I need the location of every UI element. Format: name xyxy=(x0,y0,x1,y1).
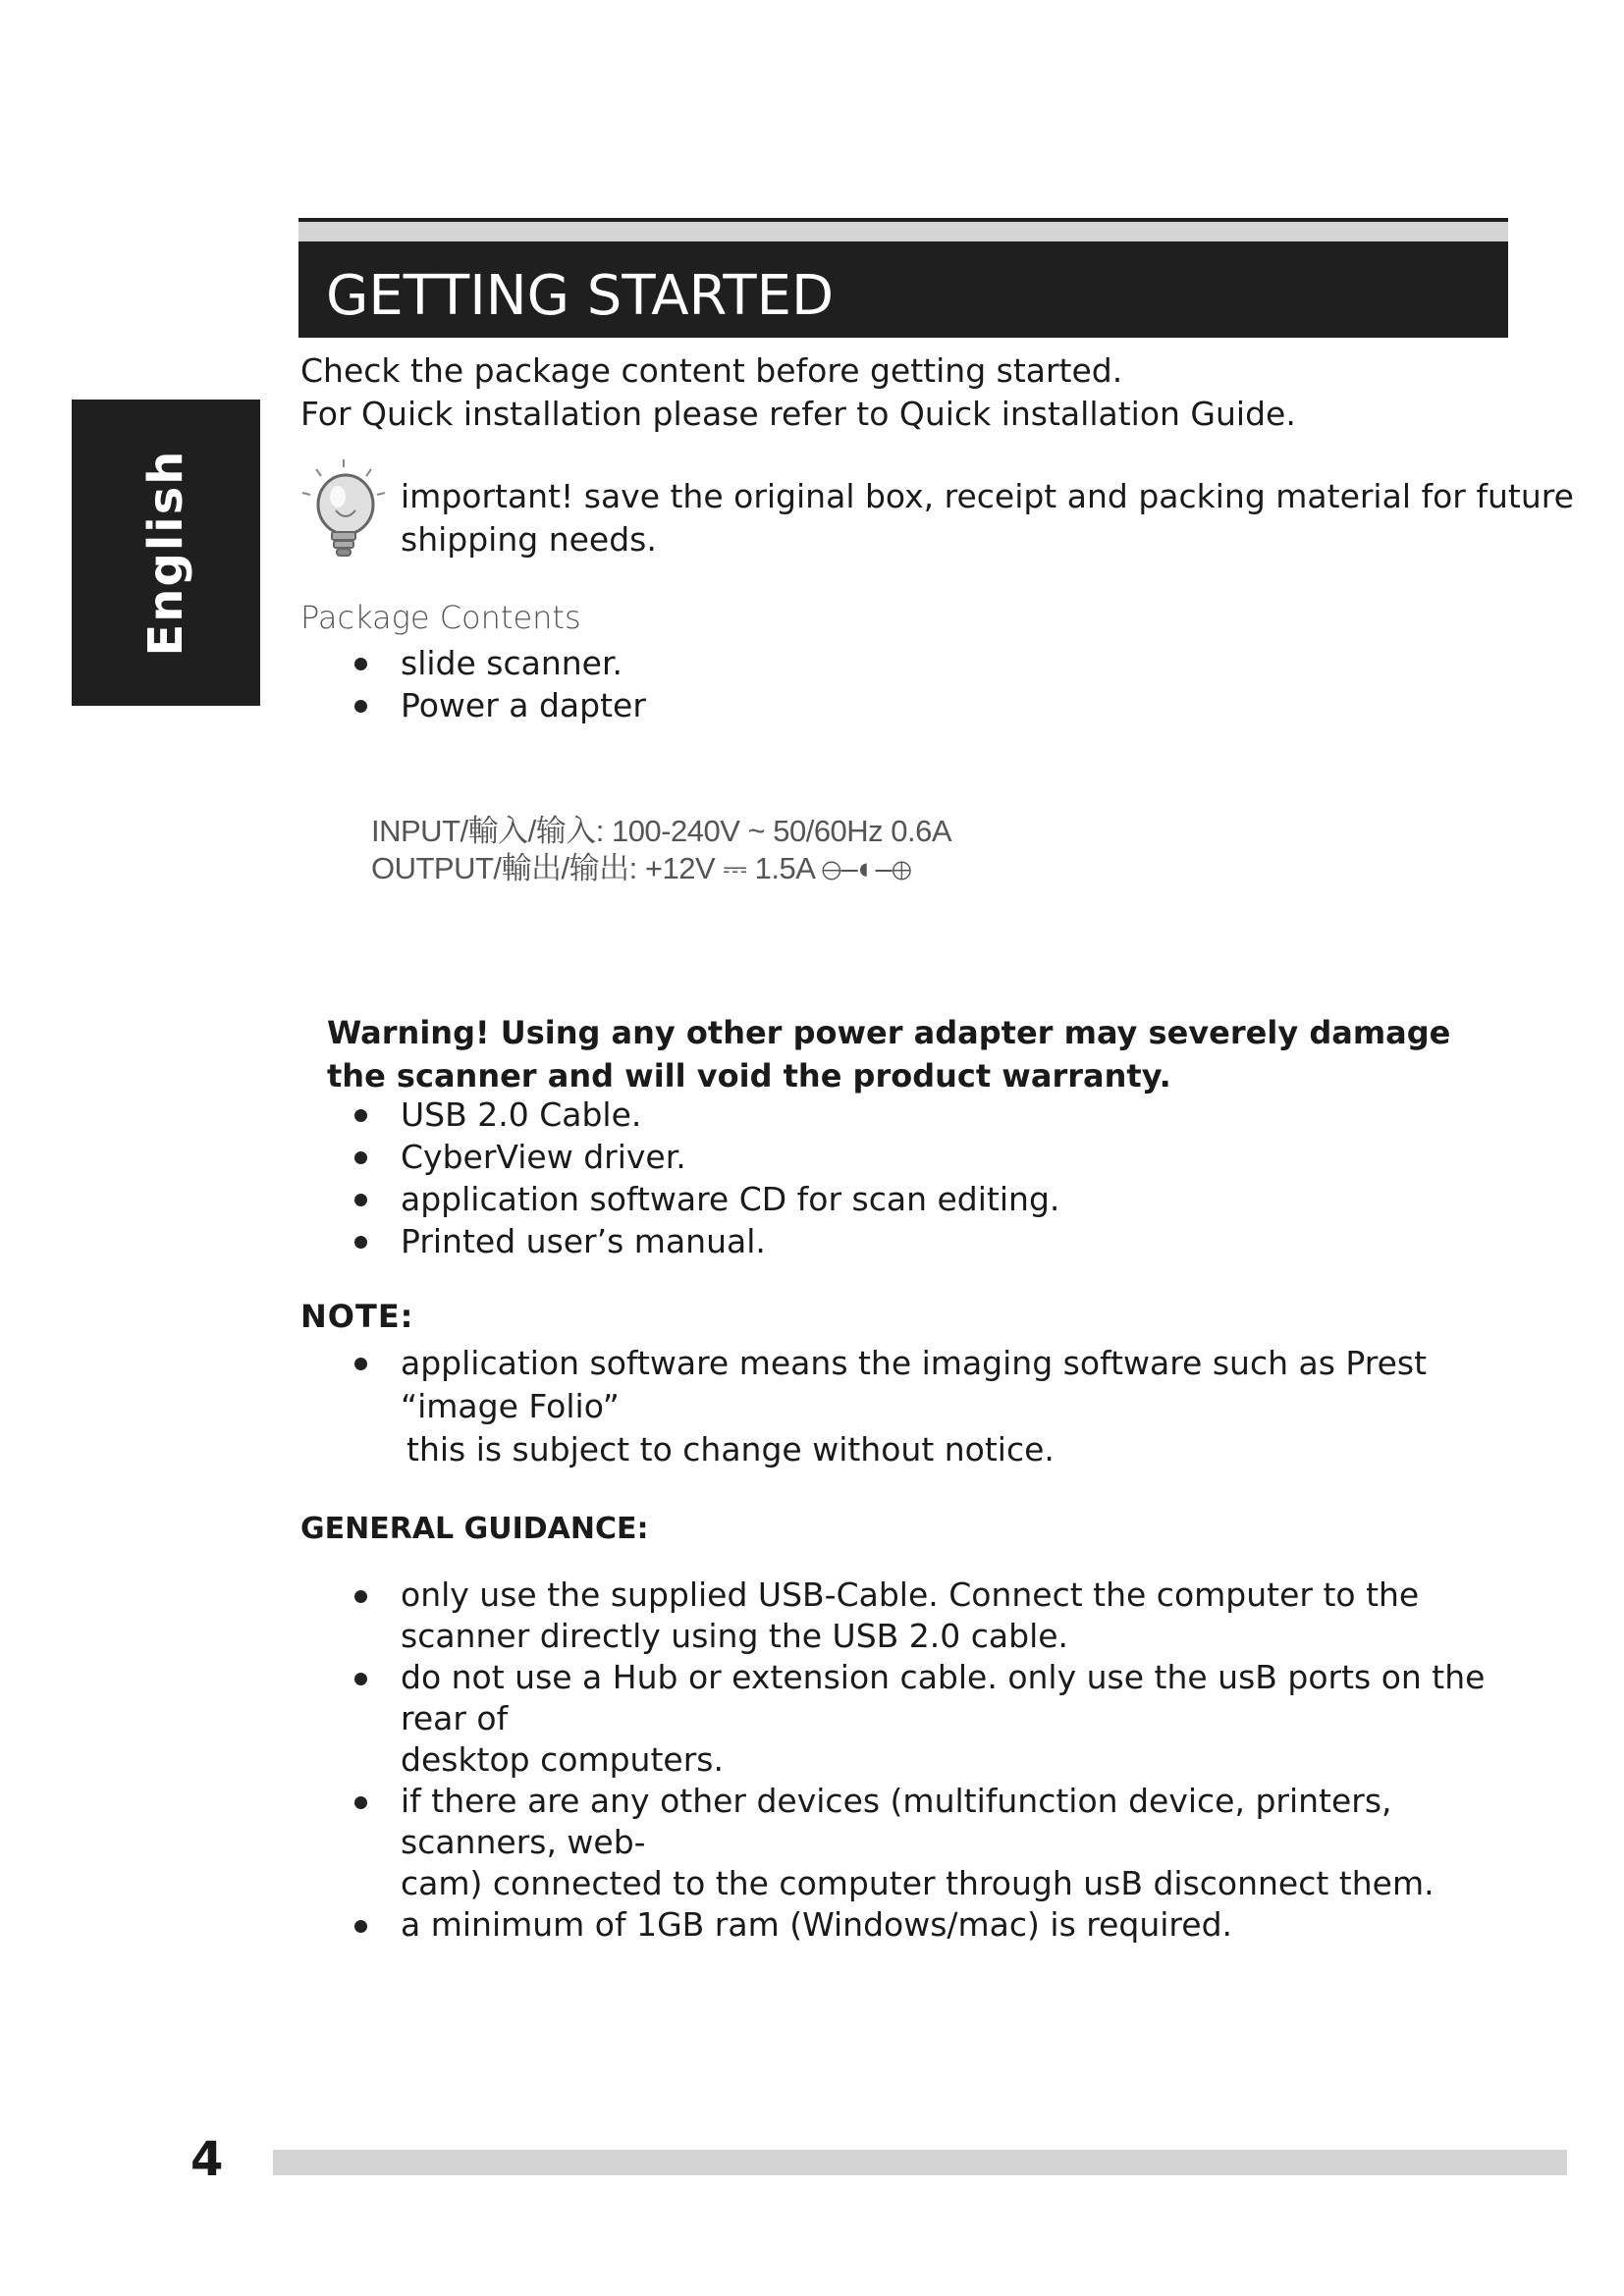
bullet-icon xyxy=(354,1236,367,1249)
bullet-icon xyxy=(354,1358,367,1370)
power-adapter-label xyxy=(371,813,951,887)
bullet-icon xyxy=(354,1796,367,1809)
language-tab xyxy=(72,400,260,706)
guidance-line: if there are any other devices (multifunction device, printers, scanners, web- xyxy=(401,1782,1392,1861)
footer-bar xyxy=(273,2150,1567,2175)
warning-text: Warning! Using any other power adapter may severely damage the scanner and will void the product warranty. xyxy=(327,1014,1451,1095)
bullet-icon xyxy=(354,1673,367,1685)
guidance-title: GENERAL GUIDANCE: xyxy=(300,1512,649,1546)
package-contents-label: Package Contents xyxy=(300,599,581,636)
bullet-icon xyxy=(354,658,367,670)
language-tab-label: English xyxy=(138,449,193,657)
guidance-line: a minimum of 1GB ram (Windows/mac) is required. xyxy=(401,1905,1233,1944)
bullet-icon xyxy=(354,1194,367,1206)
list-item: slide scanner. xyxy=(401,642,646,684)
guidance-line: scanner directly using the USB 2.0 cable. xyxy=(401,1617,1069,1655)
list-item xyxy=(401,1342,1510,1471)
lightbulb-icon xyxy=(295,457,393,565)
bullet-icon xyxy=(354,700,367,713)
bullet-icon xyxy=(354,1590,367,1603)
bullet-icon xyxy=(354,1920,367,1933)
guidance-line: do not use a Hub or extension cable. only use the usB ports on the rear of xyxy=(401,1658,1486,1737)
power-input-line: INPUT/輸入/输入: 100-240V ~ 50/60Hz 0.6A xyxy=(371,814,952,848)
guidance-line: only use the supplied USB-Cable. Connect the computer to the xyxy=(401,1575,1420,1614)
list-item xyxy=(401,1781,1500,1904)
guidance-list xyxy=(401,1575,1500,1946)
intro-line-2: For Quick installation please refer to Quick installation Guide. xyxy=(300,395,1296,433)
bullet-icon xyxy=(354,1151,367,1164)
list-item: CyberView driver. xyxy=(401,1136,1059,1178)
package-contents-list xyxy=(401,642,646,726)
note-list xyxy=(401,1342,1510,1471)
list-item: Power a dapter xyxy=(401,684,646,726)
accessories-list xyxy=(401,1094,1059,1262)
guidance-line: desktop computers. xyxy=(401,1740,724,1779)
note-line-2: this is subject to change without notice. xyxy=(406,1430,1055,1468)
page-title: GETTING STARTED xyxy=(326,264,835,328)
header-top-rule xyxy=(298,218,1508,241)
list-item: USB 2.0 Cable. xyxy=(401,1094,1059,1136)
intro-line-1: Check the package content before getting started. xyxy=(300,351,1123,390)
list-item: Printed user’s manual. xyxy=(401,1220,1059,1262)
list-item xyxy=(401,1657,1500,1781)
page-number: 4 xyxy=(190,2132,224,2187)
guidance-line: cam) connected to the computer through usB disconnect them. xyxy=(401,1864,1435,1902)
important-line-1: important! save the original box, receipt and packing material for future xyxy=(401,477,1574,515)
note-title: NOTE: xyxy=(300,1298,414,1335)
power-output-line: OUTPUT/輸出/输出: +12V ⎓ 1.5A ⊖–◐–⊕ xyxy=(371,851,911,885)
list-item xyxy=(401,1904,1500,1946)
important-line-2: shipping needs. xyxy=(401,520,657,559)
note-line-1: application software means the imaging software such as Prest “image Folio” xyxy=(401,1344,1428,1425)
list-item xyxy=(401,1575,1500,1657)
bullet-icon xyxy=(354,1109,367,1122)
list-item: application software CD for scan editing. xyxy=(401,1178,1059,1220)
